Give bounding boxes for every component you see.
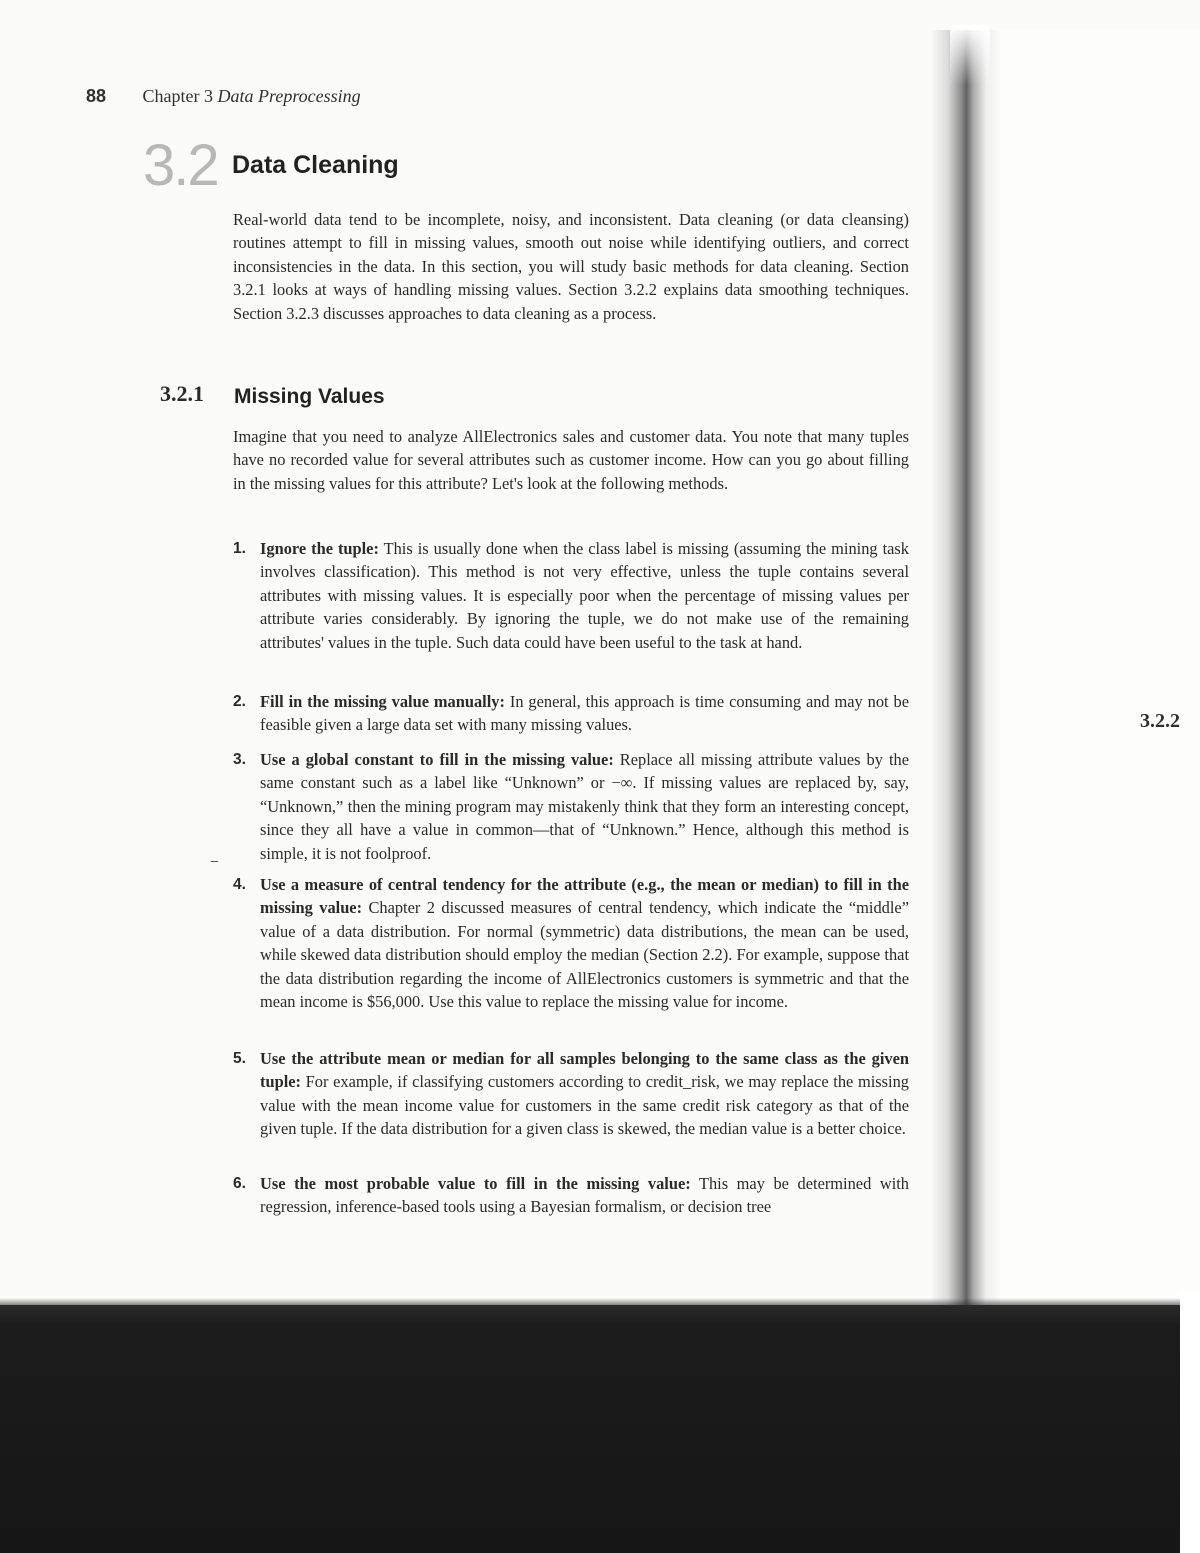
method-lead: Fill in the missing value manually: [260,692,505,711]
method-number: 3. [233,751,246,768]
method-text: This is usually done when the class label is missing (assuming the mining task involves classification). This method is not very effective, unless the tuple contains several attributes with missing values. It is especially poor when the percentage of missing values per attribute varies considerably. By ignoring the tuple, we do not make use of the remaining attributes' values in the tuple. Such data could have been useful to the task at hand. [260,539,909,652]
scan-dark-background [0,1305,1200,1553]
margin-mark [211,861,218,862]
running-head [86,86,361,107]
gutter-top-highlight [950,25,990,85]
method-number: 6. [233,1175,246,1192]
method-lead: Use the attribute mean or median for all samples belonging to the same class as the given tuple: [260,1049,909,1092]
method-content [260,1047,909,1141]
section-number: 3.2 [143,133,218,198]
section-title: Data Cleaning [232,151,399,179]
scan-margin [1180,1290,1200,1553]
method-text: In general, this approach is time consuming and may not be feasible given a large data set with many missing values. [260,692,909,735]
method-content [260,690,909,737]
book-gutter-shadow [930,30,1000,1320]
page-number: 88 [86,86,107,106]
method-lead: Use a measure of central tendency for the attribute (e.g., the mean or median) to fill in the missing value: [260,875,909,918]
method-lead: Ignore the tuple: [260,539,379,558]
missing-values-intro: Imagine that you need to analyze AllElectronics sales and customer data. You note that many tuples have no recorded value for several attributes such as customer income. How can you go about filling in the missing values for this attribute? Let's look at the following methods. [233,427,909,493]
method-text: For example, if classifying customers according to credit_risk, we may replace the missing value with the mean income value for customers in the same credit risk category as that of the given tuple. If the data distribution for a given class is skewed, the median value is a better choice. [260,1072,909,1139]
method-text: This may be determined with regression, inference-based tools using a Bayesian formalism, or decision tree [260,1174,909,1217]
method-item [233,690,909,737]
method-item [233,748,909,865]
chapter-title: Data Preprocessing [217,86,361,106]
method-text: Replace all missing attribute values by the same constant such as a label like “Unknown” or −∞. If missing values are replaced by, say, “Unknown,” then the mining program may mistakenly think that they form an interesting concept, since they all have a value in common—that of “Unknown.” Hence, although this method is simple, it is not foolproof. [260,750,909,863]
method-item [233,1047,909,1141]
method-number: 5. [233,1050,246,1067]
method-number: 1. [233,540,246,557]
method-item [233,873,909,1013]
facing-page [1000,30,1200,1300]
method-content [260,537,909,654]
subsection-title: Missing Values [234,385,385,408]
facing-page-section-label: 3.2.2 [1140,710,1180,732]
method-number: 4. [233,876,246,893]
chapter-label: Chapter 3 [142,86,214,106]
method-number: 2. [233,693,246,710]
intro-paragraph: Real-world data tend to be incomplete, noisy, and inconsistent. Data cleaning (or data cleansing) routines attempt to fill in missing values, smooth out noise while identifying outliers, and correct inconsistencies in the data. In this section, you will study basic methods for data cleaning. Section 3.2.1 looks at ways of handling missing values. Section 3.2.2 explains data smoothing techniques. Section 3.2.3 discusses approaches to data cleaning as a process. [233,210,909,323]
method-content [260,748,909,865]
subsection-number: 3.2.1 [160,381,204,406]
method-lead: Use the most probable value to fill in the missing value: [260,1174,691,1193]
method-item [233,537,909,654]
method-lead: Use a global constant to fill in the missing value: [260,750,614,769]
method-item [233,1172,909,1219]
method-content [260,873,909,1013]
method-content [260,1172,909,1219]
method-text: Chapter 2 discussed measures of central tendency, which indicate the “middle” value of a data distribution. For normal (symmetric) data distributions, the mean can be used, while skewed data distribution should employ the median (Section 2.2). For example, suppose that the data distribution regarding the income of AllElectronics customers is symmetric and that the mean income is $56,000. Use this value to replace the missing value for income. [260,898,909,1012]
